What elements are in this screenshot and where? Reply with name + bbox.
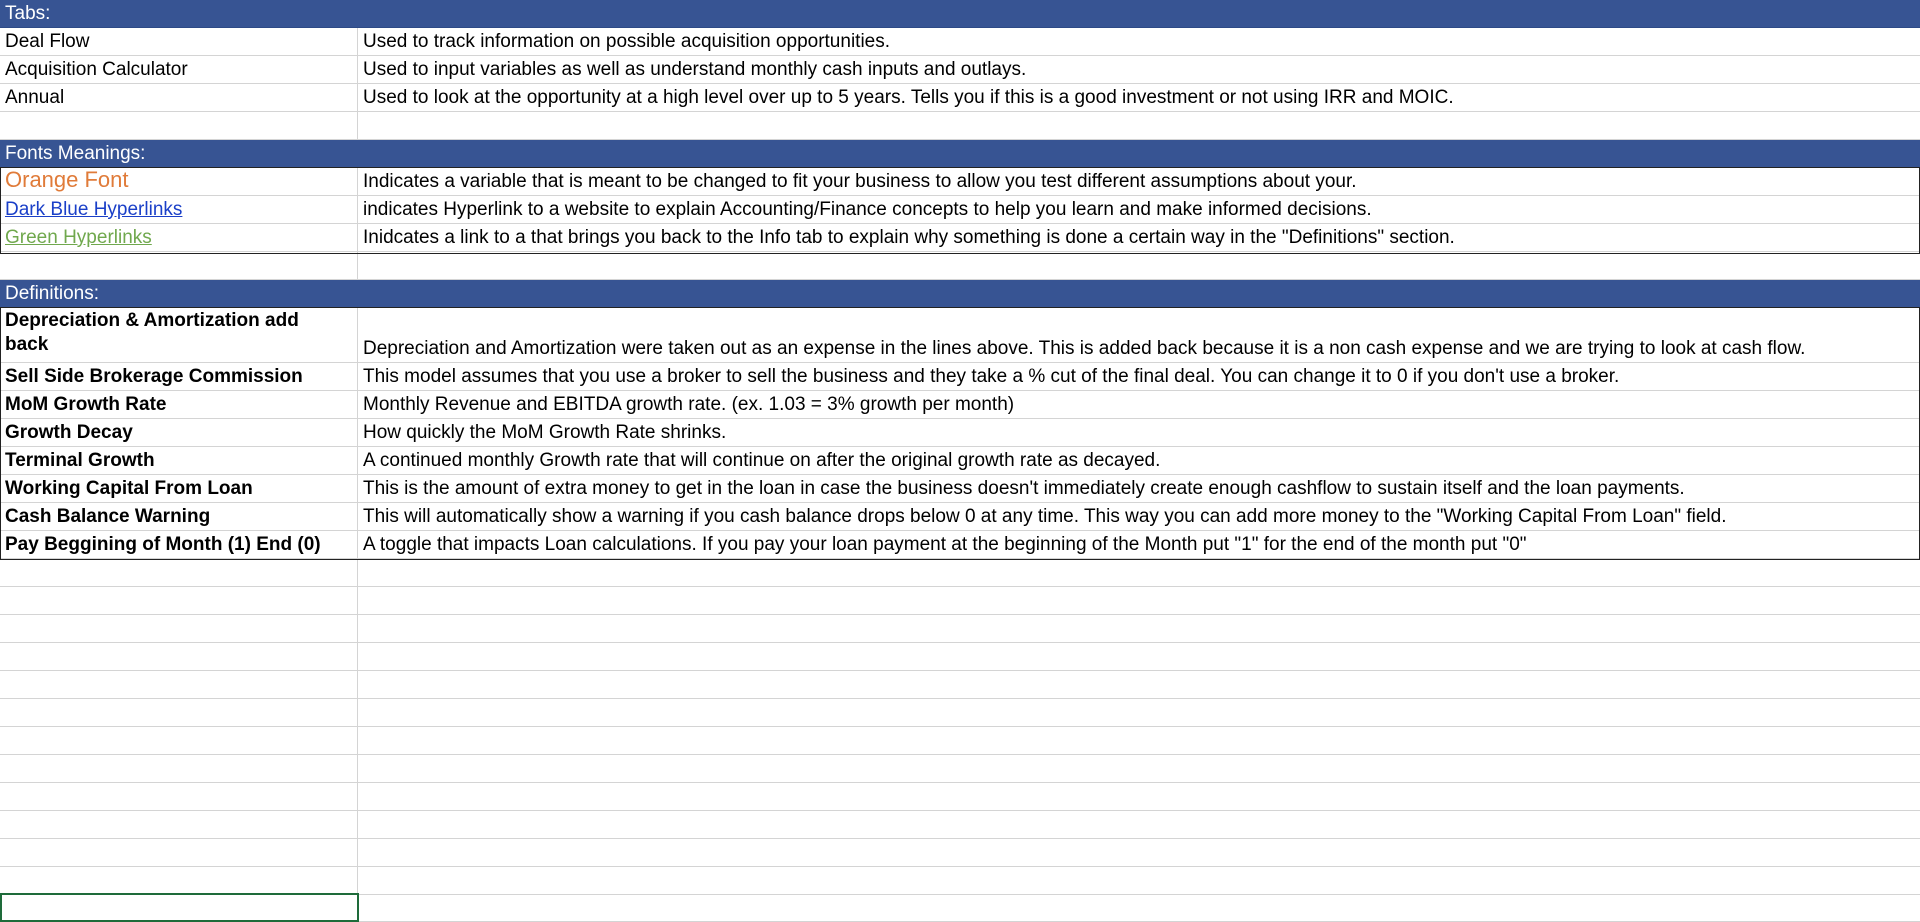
empty-cell[interactable] bbox=[0, 839, 358, 866]
empty-row[interactable] bbox=[0, 559, 1920, 587]
empty-cell[interactable] bbox=[0, 615, 358, 642]
empty-row[interactable] bbox=[0, 727, 1920, 755]
definition-term[interactable]: Growth Decay bbox=[0, 419, 358, 446]
font-meaning-description[interactable]: indicates Hyperlink to a website to explain Accounting/Finance concepts to help you learn and make informed decisions. bbox=[363, 199, 1372, 220]
definition-term[interactable]: Terminal Growth bbox=[0, 447, 358, 474]
header-fill bbox=[358, 0, 1920, 27]
fonts-header-label: Fonts Meanings: bbox=[5, 143, 146, 164]
header-fill bbox=[358, 280, 1920, 307]
empty-cell[interactable] bbox=[358, 699, 1920, 726]
empty-cell[interactable] bbox=[358, 643, 1920, 670]
font-meaning-description[interactable]: Inidcates a link to a that brings you back to the Info tab to explain why something is done a certain way in the "Definitions" section. bbox=[363, 227, 1455, 248]
definition-term[interactable]: Depreciation & Amortization add back bbox=[0, 308, 358, 362]
tabs-section-header[interactable] bbox=[0, 0, 1920, 28]
empty-cell[interactable] bbox=[358, 615, 1920, 642]
definition-text[interactable]: This will automatically show a warning if you cash balance drops below 0 at any time. This way you can add more money to the "Working Capital From Loan" field. bbox=[363, 506, 1727, 527]
definition-text[interactable]: A toggle that impacts Loan calculations. If you pay your loan payment at the beginning of the Month put "1" for the end of the month put "0" bbox=[363, 534, 1527, 555]
empty-cell[interactable] bbox=[0, 671, 358, 698]
definition-text[interactable]: How quickly the MoM Growth Rate shrinks. bbox=[363, 422, 727, 443]
tabs-header-label: Tabs: bbox=[5, 3, 51, 24]
definitions-header-label: Definitions: bbox=[5, 283, 99, 304]
empty-row[interactable] bbox=[0, 755, 1920, 783]
font-row-orange[interactable] bbox=[0, 168, 1920, 196]
empty-cell[interactable] bbox=[358, 559, 1920, 586]
empty-cell[interactable] bbox=[358, 755, 1920, 782]
active-cell-selection[interactable] bbox=[0, 893, 359, 922]
empty-cell[interactable] bbox=[0, 727, 358, 754]
font-meaning-description[interactable]: Indicates a variable that is meant to be changed to fit your business to allow you test different assumptions about your. bbox=[363, 171, 1357, 192]
empty-row[interactable] bbox=[0, 587, 1920, 615]
empty-row[interactable] bbox=[0, 811, 1920, 839]
empty-cell[interactable] bbox=[358, 867, 1920, 894]
empty-cell[interactable] bbox=[358, 783, 1920, 810]
tab-name[interactable]: Acquisition Calculator bbox=[0, 56, 358, 83]
tab-row-acquisition-calculator[interactable] bbox=[0, 56, 1920, 84]
definition-row[interactable] bbox=[0, 475, 1920, 503]
tab-row-annual[interactable] bbox=[0, 84, 1920, 112]
definition-text[interactable]: This model assumes that you use a broker to sell the business and they take a % cut of the final deal. You can change it to 0 if you don't use a broker. bbox=[363, 366, 1620, 387]
definition-text[interactable]: Monthly Revenue and EBITDA growth rate. (ex. 1.03 = 3% growth per month) bbox=[363, 394, 1015, 415]
definition-row[interactable] bbox=[0, 363, 1920, 391]
empty-cell[interactable] bbox=[0, 252, 358, 279]
empty-cell[interactable] bbox=[0, 811, 358, 838]
definition-text[interactable]: Depreciation and Amortization were taken out as an expense in the lines above. This is added back because it is a non cash expense and we are trying to look at cash flow. bbox=[363, 338, 1806, 359]
definition-row[interactable] bbox=[0, 391, 1920, 419]
definition-text[interactable]: This is the amount of extra money to get in the loan in case the business doesn't immediately create enough cashflow to sustain itself and the loan payments. bbox=[363, 478, 1685, 499]
empty-cell[interactable] bbox=[0, 643, 358, 670]
empty-row[interactable] bbox=[0, 783, 1920, 811]
empty-cell[interactable] bbox=[0, 112, 358, 139]
definition-term[interactable]: Cash Balance Warning bbox=[0, 503, 358, 530]
definition-term[interactable]: Pay Beggining of Month (1) End (0) bbox=[0, 531, 358, 558]
font-row-dark-blue[interactable] bbox=[0, 196, 1920, 224]
empty-cell[interactable] bbox=[358, 811, 1920, 838]
tab-name[interactable]: Deal Flow bbox=[0, 28, 358, 55]
empty-cell[interactable] bbox=[358, 671, 1920, 698]
green-hyperlink-sample[interactable]: Green Hyperlinks bbox=[0, 224, 358, 251]
empty-cell[interactable] bbox=[0, 559, 358, 586]
definition-text[interactable]: A continued monthly Growth rate that will continue on after the original growth rate as decayed. bbox=[363, 450, 1161, 471]
empty-row[interactable] bbox=[0, 699, 1920, 727]
tab-description[interactable]: Used to track information on possible acquisition opportunities. bbox=[363, 31, 891, 52]
definition-term[interactable]: Working Capital From Loan bbox=[0, 475, 358, 502]
empty-cell[interactable] bbox=[358, 587, 1920, 614]
empty-cell[interactable] bbox=[0, 699, 358, 726]
tab-name[interactable]: Annual bbox=[0, 84, 358, 111]
orange-font-sample[interactable]: Orange Font bbox=[0, 168, 358, 195]
empty-row[interactable] bbox=[0, 643, 1920, 671]
fonts-section-header[interactable] bbox=[0, 140, 1920, 168]
definition-row[interactable] bbox=[0, 447, 1920, 475]
empty-cell[interactable] bbox=[358, 252, 1920, 279]
empty-row[interactable] bbox=[0, 112, 1920, 140]
empty-cell[interactable] bbox=[0, 867, 358, 894]
empty-cell[interactable] bbox=[358, 112, 1920, 139]
empty-row[interactable] bbox=[0, 867, 1920, 895]
empty-cell[interactable] bbox=[0, 783, 358, 810]
dark-blue-hyperlink-sample[interactable]: Dark Blue Hyperlinks bbox=[0, 196, 358, 223]
definition-row[interactable] bbox=[0, 531, 1920, 559]
empty-cell[interactable] bbox=[0, 755, 358, 782]
tab-description[interactable]: Used to look at the opportunity at a high level over up to 5 years. Tells you if this is a good investment or not using IRR and MOIC. bbox=[363, 87, 1454, 108]
definition-row[interactable] bbox=[0, 308, 1920, 363]
empty-cell[interactable] bbox=[358, 727, 1920, 754]
empty-cell[interactable] bbox=[0, 587, 358, 614]
tab-description[interactable]: Used to input variables as well as understand monthly cash inputs and outlays. bbox=[363, 59, 1027, 80]
font-row-green[interactable] bbox=[0, 224, 1920, 252]
header-fill bbox=[358, 140, 1920, 167]
definitions-section-header[interactable] bbox=[0, 280, 1920, 308]
empty-cell[interactable] bbox=[358, 895, 1920, 921]
definition-row[interactable] bbox=[0, 503, 1920, 531]
empty-row[interactable] bbox=[0, 252, 1920, 280]
empty-row[interactable] bbox=[0, 671, 1920, 699]
empty-row[interactable] bbox=[0, 839, 1920, 867]
empty-cell[interactable] bbox=[358, 839, 1920, 866]
empty-row[interactable] bbox=[0, 615, 1920, 643]
definition-term[interactable]: MoM Growth Rate bbox=[0, 391, 358, 418]
definition-term[interactable]: Sell Side Brokerage Commission bbox=[0, 363, 358, 390]
definition-row[interactable] bbox=[0, 419, 1920, 447]
tab-row-deal-flow[interactable] bbox=[0, 28, 1920, 56]
